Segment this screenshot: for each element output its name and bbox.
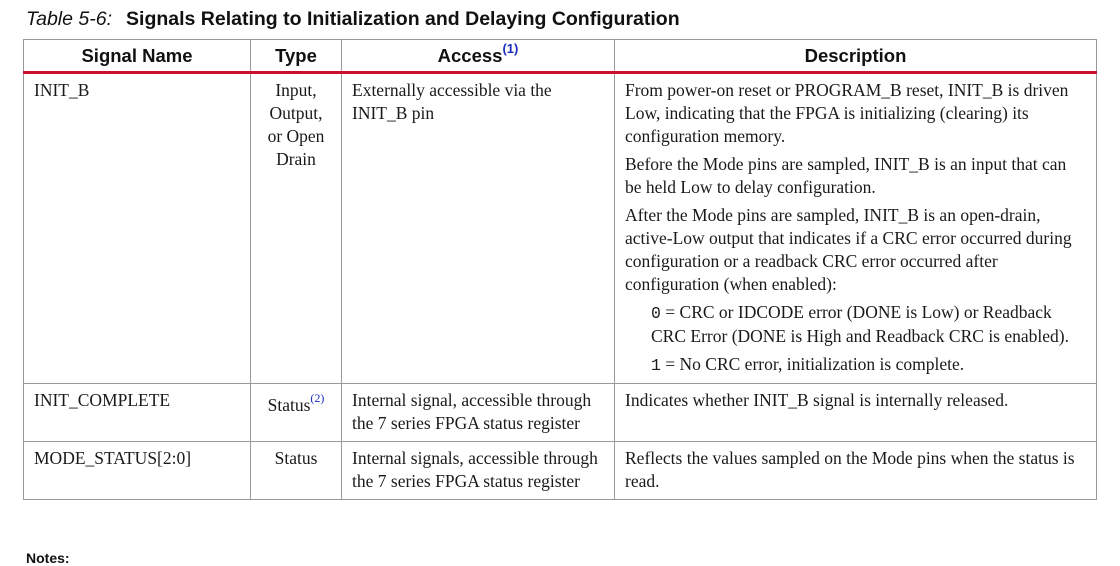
type-line: Drain: [276, 149, 316, 169]
type-value: Status: [267, 394, 311, 415]
table-caption: [26, 8, 680, 31]
description-cell: Reflects the values sampled on the Mode pins when the status is read.: [615, 442, 1097, 500]
value-definition: [625, 301, 1086, 348]
table-row: [24, 384, 1097, 442]
col-header-description: Description: [615, 40, 1097, 73]
description-paragraph: From power-on reset or PROGRAM_B reset, INIT_B is driven Low, indicating that the FPGA is initializing (clearing) its configuration memory.: [625, 80, 1069, 146]
value-text: = CRC or IDCODE error (DONE is Low) or Readback CRC Error (DONE is High and Readback CRC is enabled).: [651, 302, 1069, 346]
access-cell: Internal signals, accessible through the 7 series FPGA status register: [342, 442, 615, 500]
type-line: Output,: [269, 103, 323, 123]
access-cell: Internal signal, accessible through the 7 series FPGA status register: [342, 384, 615, 442]
description-paragraph: Before the Mode pins are sampled, INIT_B is an input that can be held Low to delay configuration.: [625, 154, 1067, 197]
value-code: 0: [651, 304, 661, 323]
description-paragraph: After the Mode pins are sampled, INIT_B is an open-drain, active-Low output that indicates if a CRC error occurred during configuration or a readback CRC error occurred after configuration (when enabled):: [625, 205, 1072, 294]
type-cell: [251, 384, 342, 442]
access-cell: Externally accessible via the INIT_B pin: [342, 73, 615, 384]
description-cell: [615, 73, 1097, 384]
caption-label: Table 5-6:: [26, 8, 113, 30]
value-definition: [625, 353, 1086, 377]
value-code: 1: [651, 356, 661, 375]
type-note-link[interactable]: (2): [310, 391, 325, 405]
signals-table: [23, 39, 1097, 500]
type-line: Input,: [275, 80, 317, 100]
table-header-row: [24, 40, 1097, 73]
access-note-link[interactable]: (1): [502, 41, 519, 57]
table-row: [24, 73, 1097, 384]
signal-name-cell: INIT_B: [24, 73, 251, 384]
signal-name-cell: INIT_COMPLETE: [24, 384, 251, 442]
table-row: [24, 442, 1097, 500]
type-cell: [251, 73, 342, 384]
value-text: = No CRC error, initialization is complete.: [660, 354, 965, 374]
description-cell: Indicates whether INIT_B signal is internally released.: [615, 384, 1097, 442]
caption-title: Signals Relating to Initialization and Delaying Configuration: [126, 8, 680, 30]
col-header-type: Type: [251, 40, 342, 73]
signal-name-cell: MODE_STATUS[2:0]: [24, 442, 251, 500]
access-header-label: Access: [437, 45, 503, 67]
type-line: or Open: [267, 126, 325, 146]
type-cell: Status: [251, 442, 342, 500]
notes-label: Notes:: [26, 550, 70, 566]
col-header-access: [342, 40, 615, 73]
col-header-signal-name: Signal Name: [24, 40, 251, 73]
